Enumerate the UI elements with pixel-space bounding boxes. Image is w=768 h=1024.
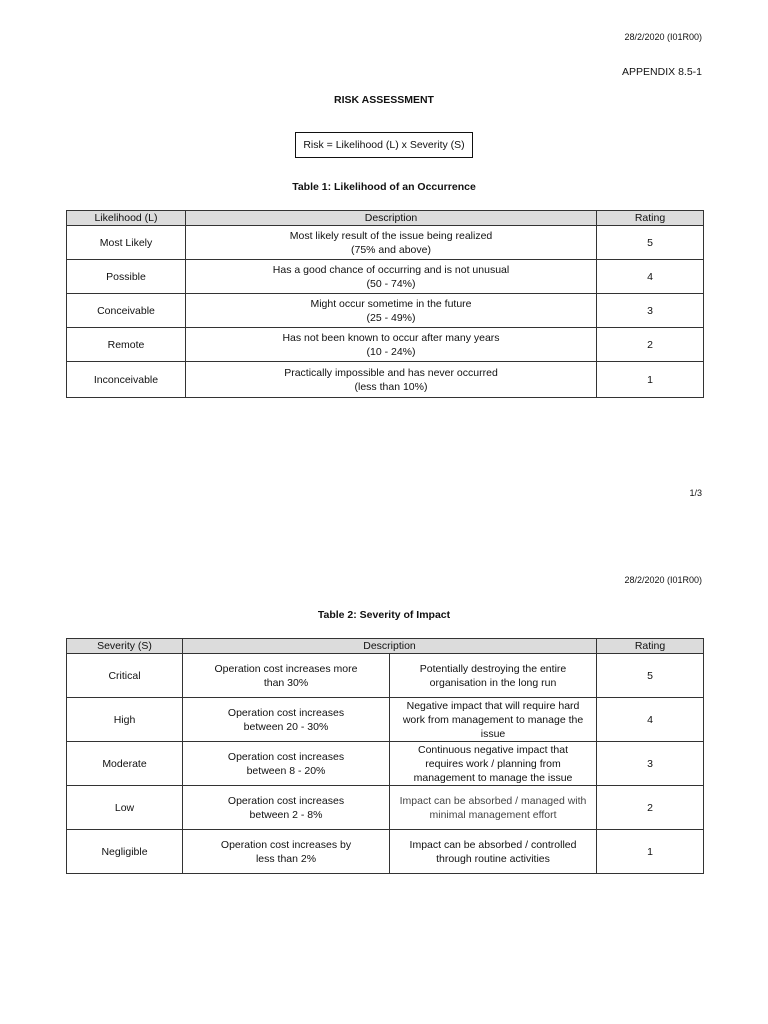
description-line: Has not been known to occur after many years [282, 331, 500, 344]
likelihood-cell: Conceivable [67, 294, 186, 328]
table1-caption: Table 1: Likelihood of an Occurrence [292, 181, 476, 193]
description-cell [186, 328, 597, 362]
description-range: (25 - 49%) [366, 311, 416, 324]
description-range: (10 - 24%) [366, 345, 416, 358]
table-row [67, 786, 704, 830]
severity-cell: High [67, 698, 183, 742]
description-cell [186, 226, 597, 260]
page-title: RISK ASSESSMENT [334, 94, 434, 106]
table-row [67, 226, 704, 260]
appendix-label: APPENDIX 8.5-1 [622, 66, 702, 78]
description-line: Most likely result of the issue being realized [289, 229, 493, 242]
description-line: Practically impossible and has never occurred [284, 366, 498, 379]
table2-header-rating: Rating [597, 639, 704, 654]
table2-header-severity: Severity (S) [67, 639, 183, 654]
description-range: (75% and above) [351, 243, 431, 256]
rating-cell: 3 [597, 294, 704, 328]
table-row [67, 328, 704, 362]
cost-cell: Operation cost increases between 8 - 20% [183, 742, 390, 786]
impact-cell: Potentially destroying the entire organisation in the long run [390, 654, 597, 698]
date-code-page2: 28/2/2020 (I01R00) [624, 575, 702, 585]
description-cell [186, 362, 597, 398]
severity-table [66, 638, 704, 874]
severity-cell: Critical [67, 654, 183, 698]
impact-cell: Impact can be absorbed / managed with minimal management effort [390, 786, 597, 830]
impact-cell: Negative impact that will require hard work from management to manage the issue [390, 698, 597, 742]
rating-cell: 1 [597, 830, 704, 874]
rating-cell: 3 [597, 742, 704, 786]
likelihood-table [66, 210, 704, 398]
likelihood-cell: Most Likely [67, 226, 186, 260]
page-number: 1/3 [689, 488, 702, 498]
impact-cell: Impact can be absorbed / controlled through routine activities [390, 830, 597, 874]
description-line: Might occur sometime in the future [310, 297, 472, 310]
likelihood-cell: Possible [67, 260, 186, 294]
cost-cell: Operation cost increases more than 30% [183, 654, 390, 698]
rating-cell: 2 [597, 328, 704, 362]
rating-cell: 5 [597, 226, 704, 260]
severity-cell: Negligible [67, 830, 183, 874]
description-range: (less than 10%) [354, 380, 428, 393]
table1-header-rating: Rating [597, 211, 704, 226]
date-code: 28/2/2020 (I01R00) [624, 32, 702, 42]
likelihood-cell: Inconceivable [67, 362, 186, 398]
rating-cell: 5 [597, 654, 704, 698]
table-row [67, 260, 704, 294]
severity-cell: Moderate [67, 742, 183, 786]
risk-formula: Risk = Likelihood (L) x Severity (S) [295, 132, 472, 158]
rating-cell: 1 [597, 362, 704, 398]
likelihood-cell: Remote [67, 328, 186, 362]
table1-header-likelihood: Likelihood (L) [67, 211, 186, 226]
description-range: (50 - 74%) [366, 277, 416, 290]
table1-header-description: Description [186, 211, 597, 226]
rating-cell: 4 [597, 260, 704, 294]
rating-cell: 2 [597, 786, 704, 830]
cost-cell: Operation cost increases between 2 - 8% [183, 786, 390, 830]
table-row [67, 830, 704, 874]
description-line: Has a good chance of occurring and is not unusual [272, 263, 510, 276]
table-row [67, 698, 704, 742]
rating-cell: 4 [597, 698, 704, 742]
description-cell [186, 260, 597, 294]
table-row [67, 654, 704, 698]
impact-cell: Continuous negative impact that requires work / planning from management to manage the issue [390, 742, 597, 786]
severity-cell: Low [67, 786, 183, 830]
cost-cell: Operation cost increases between 20 - 30% [183, 698, 390, 742]
table-row [67, 362, 704, 398]
description-cell [186, 294, 597, 328]
table-row [67, 294, 704, 328]
table2-caption: Table 2: Severity of Impact [317, 609, 451, 621]
table-row [67, 742, 704, 786]
table2-header-description: Description [183, 639, 597, 654]
cost-cell: Operation cost increases by less than 2% [183, 830, 390, 874]
